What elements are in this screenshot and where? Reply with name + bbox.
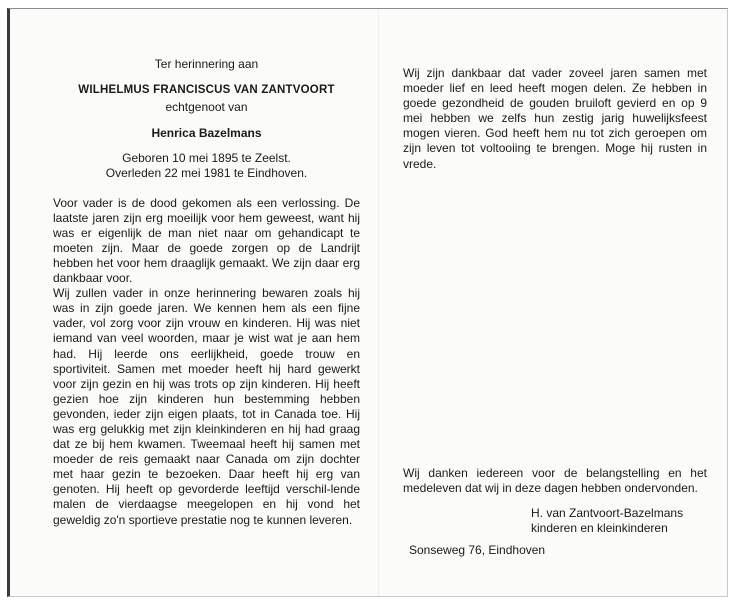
deceased-name: WILHELMUS FRANCISCUS VAN ZANTVOORT	[78, 84, 335, 97]
birth-line: Geboren 10 mei 1895 te Zeelst.	[122, 151, 291, 166]
spouse-name: Henrica Bazelmans	[151, 126, 262, 141]
left-paragraph-2: Wij zullen vader in onze herinnering bewaren zoals hij was in zijn goede jaren. We kennen hem als een fijne vader, vol zorg voor zijn vrouw en kinderen. Hij was niet iemand van veel woorden, maar je wist wat je aan hem had. Hij leerde ons eerlijkheid, goede trouw en sportiviteit. Samen met moeder heeft hij hard gewerkt voor zijn gezin en hij was trots op zijn kinderen. Hij heeft gezien hoe zijn kinderen hun bestemming hebben gevonden, ieder zijn eigen plaats, tot in Canada toe. Hij was erg gelukkig met zijn kleinkinderen en hij had graag dat ze bij hem kwamen. Tweemaal heeft hij samen met moeder de reis gemaakt naar Canada om zijn dochter met haar gezin te bezoeken. Daar heeft hij erg van genoten. Hij heeft op gevorderde leeftijd verschil-lende malen de vierdaagse meegelopen en hij vond het geweldig zo'n sportieve prestatie nog te kunnen leveren.	[53, 286, 360, 527]
left-paragraph-1: Voor vader is de dood gekomen als een verlossing. De laatste jaren zijn erg moeilijk voor hem geweest, want hij was er eigenlijk de man niet naar om gehandicapt te moeten zijn. Maar de goede zorgen op de Landrijt hebben het voor hem draaglijk gemaakt. We zijn daar erg dankbaar voor.	[53, 195, 360, 286]
right-panel	[403, 66, 707, 172]
death-line: Overleden 22 mei 1981 te Eindhoven.	[105, 166, 308, 181]
center-fold	[378, 9, 379, 596]
left-body-text	[53, 196, 360, 528]
left-panel	[53, 57, 360, 528]
right-paragraph-1: Wij zijn dankbaar dat vader zoveel jaren samen met moeder lief en leed heeft mogen delen. Ze hebben in goede gezondheid de gouden bruiloft gevierd en op 9 mei hebben we zelfs hun zestig jarig huwelijksfeest mogen vieren. God heeft hem nu tot zich geroepen om zijn leven tot voltooiing te brengen. Moge hij rusten in vrede.	[403, 66, 707, 171]
signature-name: H. van Zantvoort-Bazelmans	[531, 506, 684, 520]
right-body-text	[403, 66, 707, 172]
signature-block	[531, 506, 711, 536]
intro-line: Ter herinnering aan	[154, 57, 259, 71]
life-dates	[53, 151, 360, 181]
thanks-text: Wij danken iedereen voor de belangstelling en het medeleven dat wij in deze dagen hebben ondervonden.	[403, 466, 707, 496]
spouse-label: echtgenoot van	[165, 100, 248, 115]
signature-family: kinderen en kleinkinderen	[531, 521, 668, 536]
address-line: Sonseweg 76, Eindhoven	[409, 543, 546, 557]
